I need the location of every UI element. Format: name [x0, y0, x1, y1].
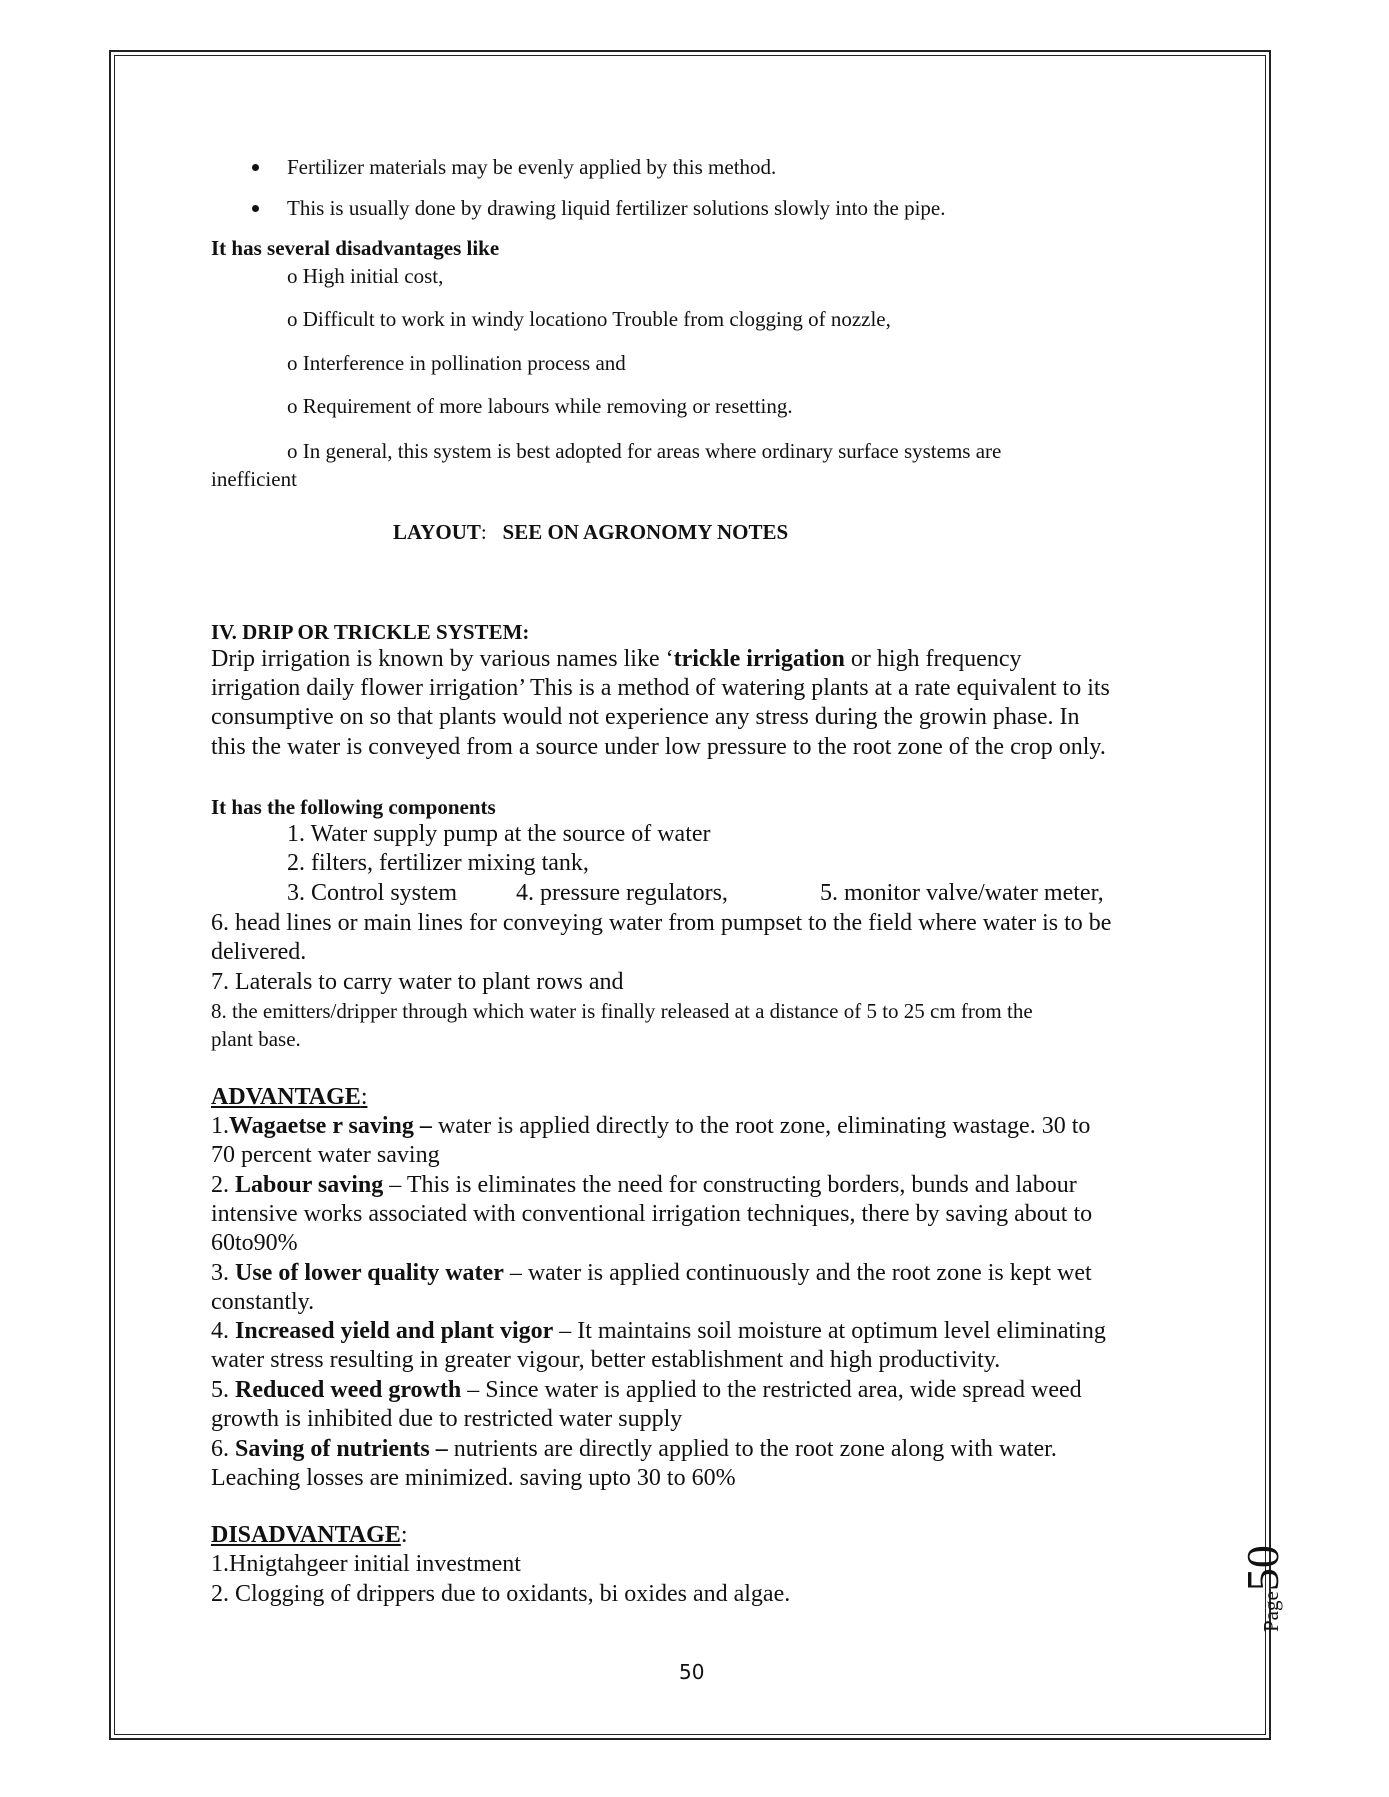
advantage-item: 6. Saving of nutrients – nutrients are directly applied to the root zone along with water.	[211, 1436, 1057, 1462]
component-item: 5. monitor valve/water meter,	[820, 880, 1104, 906]
disadvantages-heading: It has several disadvantages like	[211, 236, 500, 260]
advantage-item-continuation: constantly.	[211, 1289, 315, 1315]
list-item: o Difficult to work in windy locationo Trouble from clogging of nozzle,	[287, 307, 891, 331]
advantage-item: 3. Use of lower quality water – water is applied continuously and the root zone is kept wet	[211, 1260, 1092, 1286]
bullet-icon	[252, 164, 259, 171]
list-item: o In general, this system is best adopted for areas where ordinary surface systems are	[287, 439, 1002, 463]
component-item-continuation: plant base.	[211, 1027, 301, 1051]
disadvantage-item: 1.Hnigtahgeer initial investment	[211, 1551, 521, 1577]
list-item: o Requirement of more labours while removing or resetting.	[287, 394, 793, 418]
advantage-heading: ADVANTAGE:	[211, 1084, 368, 1110]
disadvantage-item: 2. Clogging of drippers due to oxidants, bi oxides and algae.	[211, 1581, 791, 1607]
advantage-item: 1.Wagaetse r saving – water is applied directly to the root zone, eliminating wastage. 30 to	[211, 1113, 1091, 1139]
paragraph-line: this the water is conveyed from a source under low pressure to the root zone of the crop only.	[211, 734, 1106, 760]
component-item: 2. filters, fertilizer mixing tank,	[287, 850, 589, 876]
advantage-item: 4. Increased yield and plant vigor – It maintains soil moisture at optimum level eliminating	[211, 1318, 1106, 1344]
component-item: 1. Water supply pump at the source of water	[287, 821, 711, 847]
list-item: o High initial cost,	[287, 264, 444, 288]
paragraph-line: Drip irrigation is known by various names like ‘trickle irrigation or high frequency	[211, 646, 1022, 672]
components-heading: It has the following components	[211, 795, 496, 819]
bullet-item: Fertilizer materials may be evenly applied by this method.	[287, 155, 777, 179]
disadvantage-heading: DISADVANTAGE:	[211, 1522, 408, 1548]
paragraph-line: consumptive on so that plants would not experience any stress during the growin phase. In	[211, 704, 1080, 730]
list-item-continuation: inefficient	[211, 467, 297, 491]
component-item: 3. Control system	[287, 880, 458, 906]
advantage-item-continuation: growth is inhibited due to restricted water supply	[211, 1406, 683, 1432]
bullet-icon	[252, 205, 259, 212]
component-item-continuation: delivered.	[211, 939, 307, 965]
advantage-item-continuation: 60to90%	[211, 1230, 298, 1256]
paragraph-line: irrigation daily flower irrigation’ This is a method of watering plants at a rate equivalent to its	[211, 675, 1110, 701]
component-item: 4. pressure regulators,	[516, 880, 728, 906]
bullet-item: This is usually done by drawing liquid fertilizer solutions slowly into the pipe.	[287, 196, 946, 220]
page-number: 50	[679, 1660, 705, 1684]
advantage-item: 2. Labour saving – This is eliminates the need for constructing borders, bunds and labour	[211, 1172, 1077, 1198]
component-item: 7. Laterals to carry water to plant rows and	[211, 969, 624, 995]
layout-note: LAYOUT: SEE ON AGRONOMY NOTES	[393, 520, 789, 544]
component-item: 6. head lines or main lines for conveying water from pumpset to the field where water is to be	[211, 910, 1112, 936]
list-item: o Interference in pollination process and	[287, 351, 626, 375]
advantage-item-continuation: 70 percent water saving	[211, 1142, 440, 1168]
advantage-item-continuation: Leaching losses are minimized. saving upto 30 to 60%	[211, 1465, 736, 1491]
advantage-item-continuation: water stress resulting in greater vigour, better establishment and high productivity.	[211, 1347, 1001, 1373]
component-item: 8. the emitters/dripper through which water is finally released at a distance of 5 to 25 cm from the	[211, 999, 1033, 1023]
section-heading: IV. DRIP OR TRICKLE SYSTEM:	[211, 620, 530, 644]
advantage-item-continuation: intensive works associated with conventional irrigation techniques, there by saving about to	[211, 1201, 1093, 1227]
side-page-label: Page50	[1237, 1545, 1288, 1632]
advantage-item: 5. Reduced weed growth – Since water is applied to the restricted area, wide spread weed	[211, 1377, 1082, 1403]
